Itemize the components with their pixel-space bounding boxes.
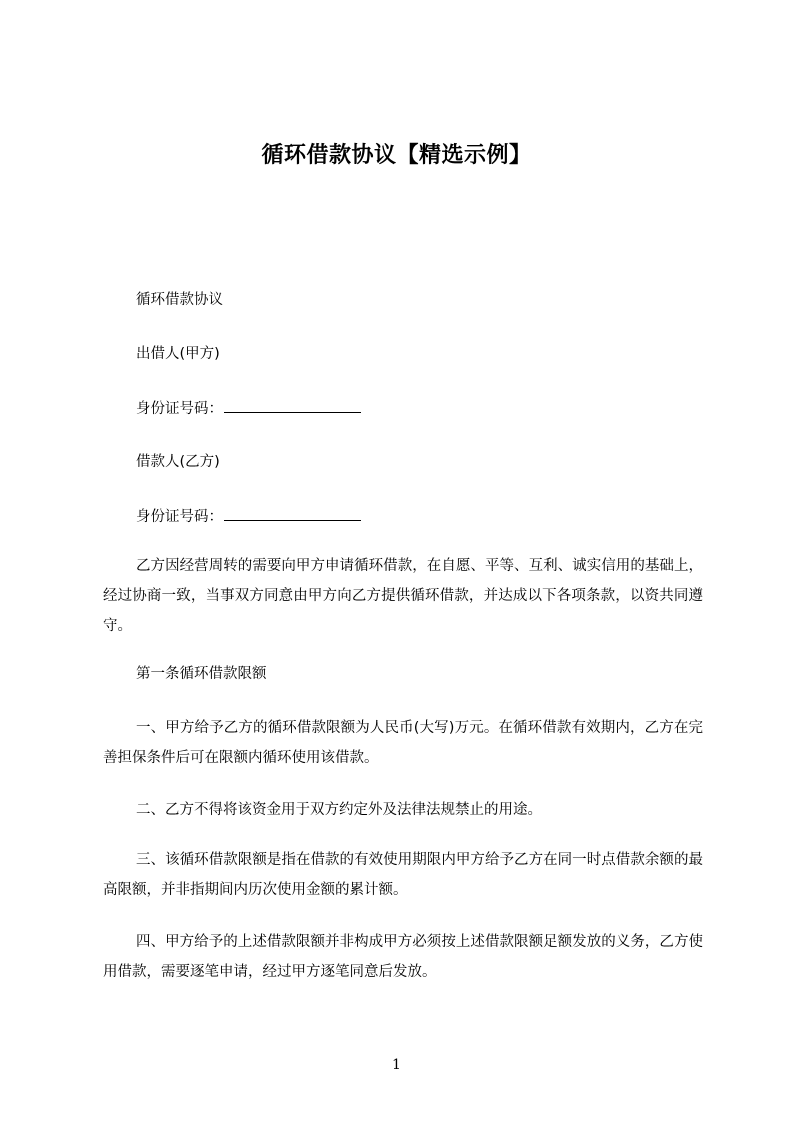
page-number: 1 (392, 1057, 401, 1073)
preamble-paragraph: 乙方因经营周转的需要向甲方申请循环借款，在自愿、平等、互利、诚实信用的基础上，经过协商一致，当事双方同意由甲方向乙方提供循环借款，并达成以下各项条款，以资共同遵守。 (103, 558, 703, 634)
clause-3: 三、该循环借款限额是指在借款的有效使用期限内甲方给予乙方在同一时点借款余额的最高限额，并非指期间内历次使用金额的累计额。 (103, 852, 703, 898)
document-title: 循环借款协议【精选示例】 (261, 143, 532, 168)
borrower-label: 借款人(乙方) (136, 454, 220, 470)
borrower-id-label: 身份证号码： (136, 509, 223, 525)
borrower-id-line (136, 506, 736, 527)
article1-heading: 第一条循环借款限额 (136, 666, 267, 682)
clause-4: 四、甲方给予的上述借款限额并非构成甲方必须按上述借款限额足额发放的义务，乙方使用借款，需要逐笔申请，经过甲方逐笔同意后发放。 (103, 934, 703, 980)
agreement-subtitle: 循环借款协议 (136, 292, 223, 308)
clause-1: 一、甲方给予乙方的循环借款限额为人民币(大写)万元。在循环借款有效期内，乙方在完善担保条件后可在限额内循环使用该借款。 (103, 720, 703, 766)
lender-label: 出借人(甲方) (136, 346, 220, 362)
lender-id-blank (224, 398, 361, 413)
borrower-id-blank (224, 506, 361, 521)
clause-2: 二、乙方不得将该资金用于双方约定外及法律法规禁止的用途。 (136, 802, 542, 818)
lender-id-label: 身份证号码： (136, 401, 223, 417)
lender-id-line (136, 398, 736, 419)
